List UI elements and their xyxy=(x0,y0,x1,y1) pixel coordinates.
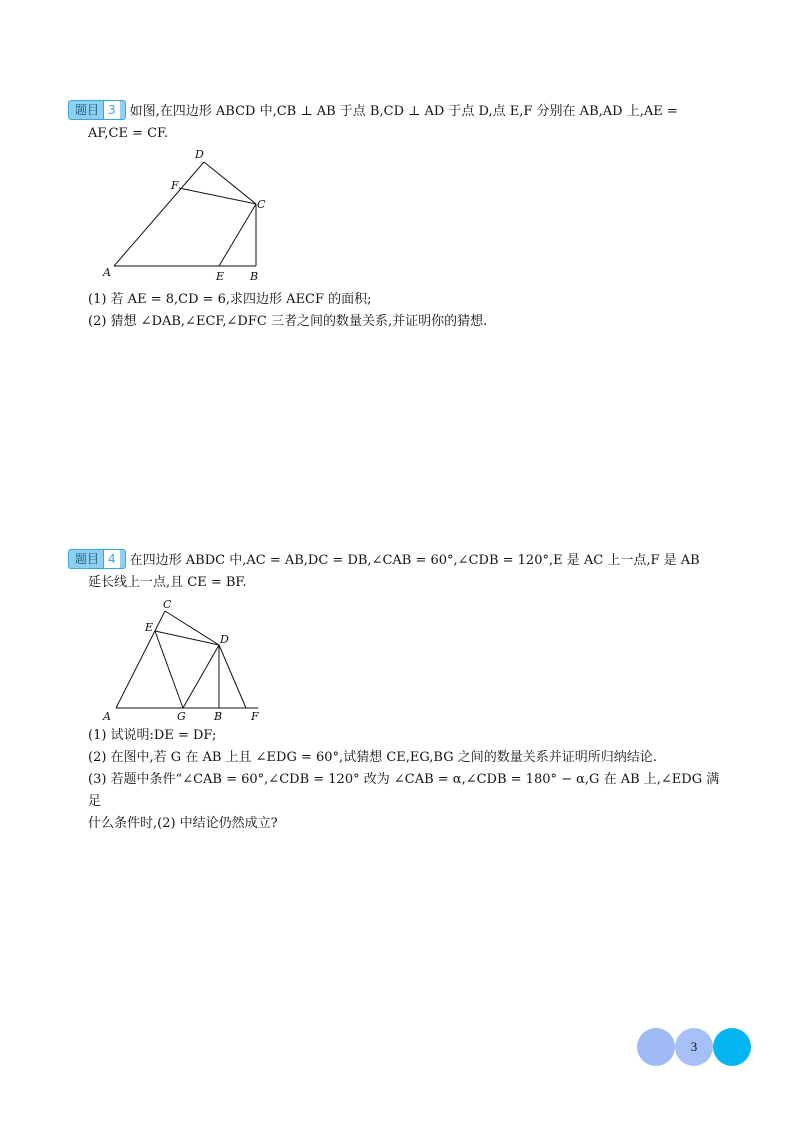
label-d: D xyxy=(220,633,229,646)
page-number: 3 xyxy=(690,1039,698,1054)
label-c: C xyxy=(257,198,266,211)
label-a: A xyxy=(103,710,111,723)
problem-badge: 题目 3 xyxy=(68,100,126,120)
problem-badge: 题目 4 xyxy=(68,549,126,569)
label-e: E xyxy=(145,621,154,634)
question-2: (2) 猜想 ∠DAB,∠ECF,∠DFC 三者之间的数量关系,并证明你的猜想. xyxy=(88,314,488,329)
question-2: (2) 在图中,若 G 在 AB 上且 ∠EDG = 60°,试猜想 CE,EG,BG 之间的数量关系并证明所归纳结论. xyxy=(88,750,657,765)
problem-3-questions xyxy=(68,289,728,333)
label-f: F xyxy=(251,710,259,723)
problem-stem-cont: 延长线上一点,且 CE = BF. xyxy=(88,575,247,590)
figure-quadrilateral-abdc xyxy=(98,596,273,726)
decor-dot xyxy=(713,1028,751,1066)
problem-3 xyxy=(68,100,728,145)
figure-quadrilateral-abcd xyxy=(100,145,280,285)
problem-4 xyxy=(68,549,728,594)
question-3-cont: 什么条件时,(2) 中结论仍然成立? xyxy=(88,816,278,831)
problem-4-questions xyxy=(68,725,728,835)
problem-stem-cont: AF,CE = CF. xyxy=(88,126,169,141)
question-1: (1) 试说明:DE = DF; xyxy=(88,728,217,743)
label-b: B xyxy=(214,710,223,723)
label-d: D xyxy=(195,148,204,161)
problem-stem: 在四边形 ABDC 中,AC = AB,DC = DB,∠CAB = 60°,∠CDB = 120°,E 是 AC 上一点,F 是 AB xyxy=(129,553,700,568)
question-3: (3) 若题中条件“∠CAB = 60°,∠CDB = 120° 改为 ∠CAB = α,∠CDB = 180° − α,G 在 AB 上,∠EDG 满足 xyxy=(88,772,720,809)
question-1: (1) 若 AE = 8,CD = 6,求四边形 AECF 的面积; xyxy=(88,292,372,307)
label-a: A xyxy=(103,266,111,279)
page-number-badge xyxy=(637,1028,757,1068)
label-f: F xyxy=(171,179,179,192)
label-e: E xyxy=(216,270,225,283)
label-b: B xyxy=(250,270,259,283)
decor-dot xyxy=(637,1028,675,1066)
label-c: C xyxy=(163,598,172,611)
problem-stem: 如图,在四边形 ABCD 中,CB ⊥ AB 于点 B,CD ⊥ AD 于点 D,点 E,F 分别在 AB,AD 上,AE = xyxy=(129,104,678,119)
label-g: G xyxy=(177,710,186,723)
